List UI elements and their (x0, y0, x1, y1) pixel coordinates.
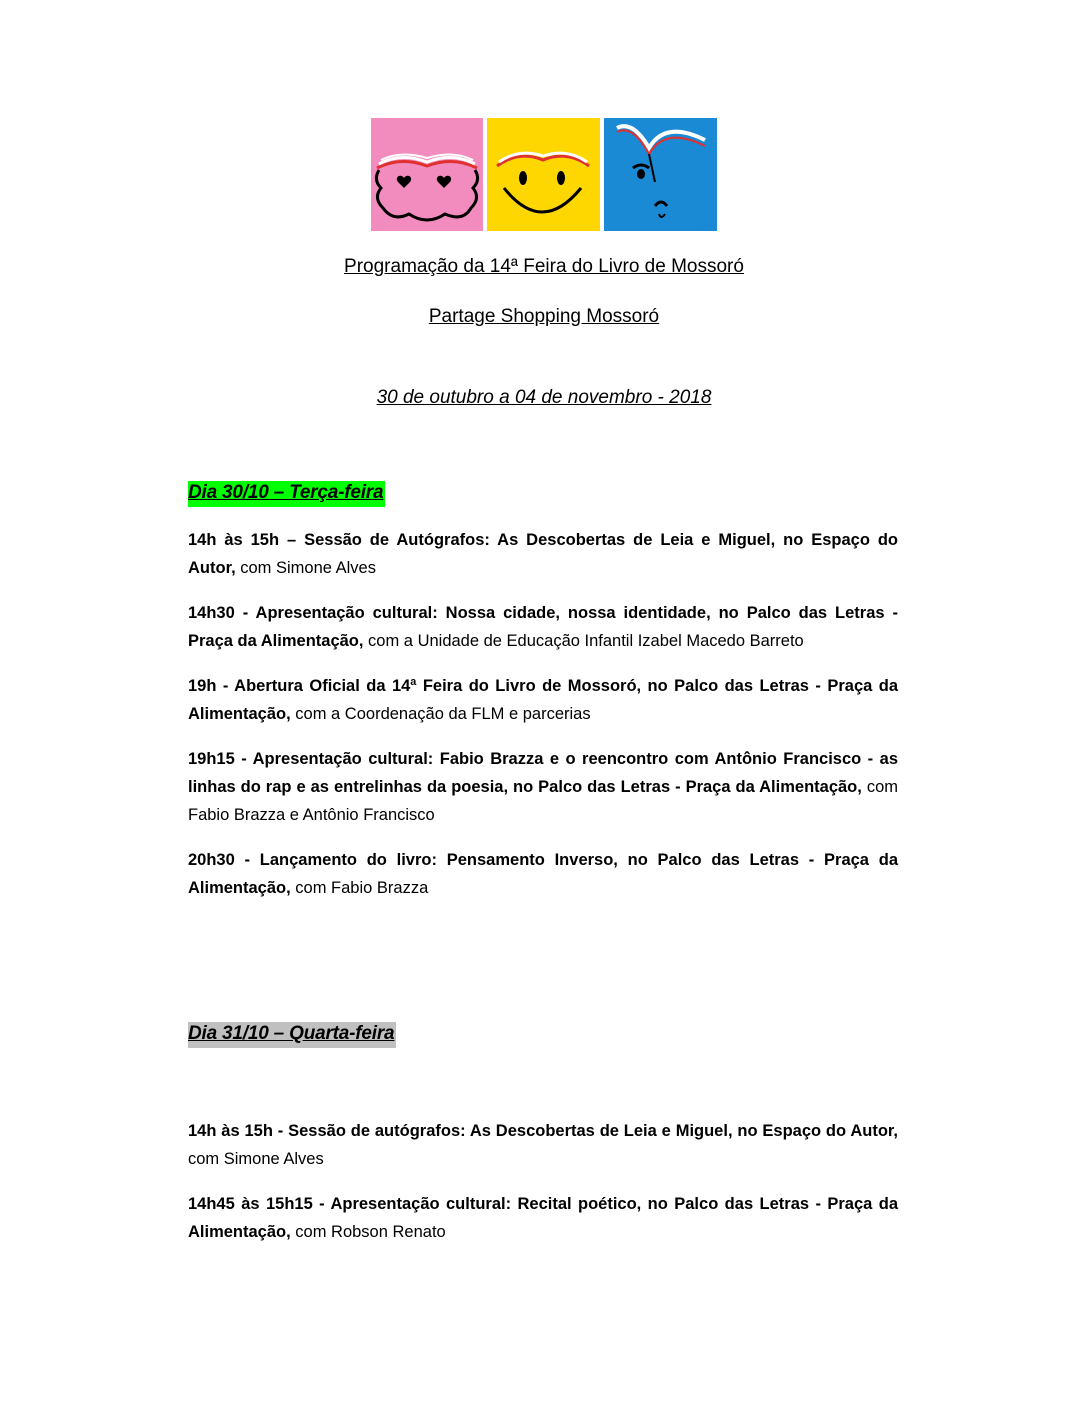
schedule-item-host: com Fabio Brazza (290, 879, 429, 897)
schedule-item-host: com Simone Alves (235, 559, 376, 577)
schedule-item (188, 745, 898, 829)
day-heading-31-10: Dia 31/10 – Quarta-feira (188, 1022, 396, 1048)
schedule-item (188, 1117, 898, 1173)
venue-title: Partage Shopping Mossoró (428, 306, 660, 327)
schedule-item (188, 526, 898, 582)
schedule-item-title: 14h45 às 15h15 - Apresentação cultural: Recital poético, no Palco das Letras - Praça da Alimentação, (188, 1195, 898, 1241)
schedule-item-host: com Robson Renato (290, 1223, 446, 1241)
schedule-item (188, 846, 898, 902)
schedule-item-host: com a Coordenação da FLM e parcerias (290, 705, 591, 723)
schedule-item (188, 599, 898, 655)
schedule-item-title: 14h30 - Apresentação cultural: Nossa cidade, nossa identidade, no Palco das Letras - Praça da Alimentação, (188, 604, 898, 650)
schedule-item-host: com Fabio Brazza e Antônio Francisco (188, 778, 898, 824)
schedule-item-host: com a Unidade de Educação Infantil Izabel Macedo Barreto (363, 632, 804, 650)
schedule-item-title: 19h - Abertura Oficial da 14ª Feira do Livro de Mossoró, no Palco das Letras - Praça da Alimentação, (188, 677, 898, 723)
yellow-smiley-book-icon (487, 118, 600, 231)
schedule-item (188, 1190, 898, 1246)
blue-book-bird-icon (604, 118, 717, 231)
day-heading-30-10: Dia 30/10 – Terça-feira (188, 481, 385, 507)
schedule-item-host: com Simone Alves (188, 1150, 324, 1168)
fair-logo-graphic (371, 118, 717, 231)
schedule-item-title: 19h15 - Apresentação cultural: Fabio Brazza e o reencontro com Antônio Francisco - as linhas do rap e as entrelinhas da poesia, no Palco das Letras - Praça da Alimentação, (188, 750, 898, 796)
schedule-item (188, 672, 898, 728)
schedule-item-title: 14h às 15h – Sessão de Autógrafos: As Descobertas de Leia e Miguel, no Espaço do Autor, (188, 531, 898, 577)
page-title: Programação da 14ª Feira do Livro de Mossoró (344, 256, 744, 277)
schedule-item-title: 14h às 15h - Sessão de autógrafos: As Descobertas de Leia e Miguel, no Espaço do Autor, (188, 1122, 898, 1140)
event-dates: 30 de outubro a 04 de novembro - 2018 (376, 387, 712, 408)
pink-book-face-icon (371, 118, 483, 231)
fair-logo (371, 118, 717, 231)
schedule-item-title: 20h30 - Lançamento do livro: Pensamento Inverso, no Palco das Letras - Praça da Alimentação, (188, 851, 898, 897)
